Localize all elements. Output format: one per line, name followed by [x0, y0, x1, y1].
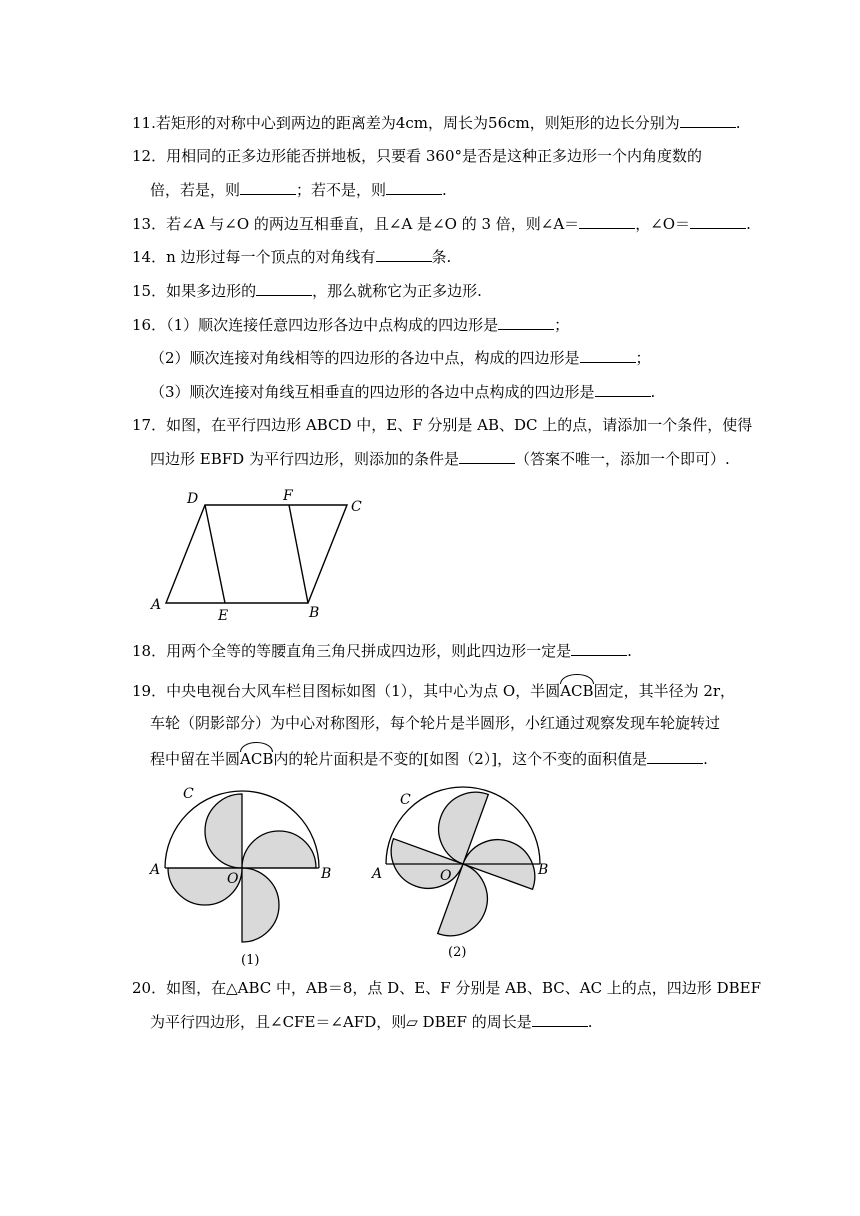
arc-acb-symbol: ACB	[560, 679, 593, 701]
label-a: A	[151, 597, 162, 613]
q15-text-a: 如果多边形的	[166, 282, 257, 300]
fig1-label-b: B	[321, 866, 332, 882]
q16-part1: （1）顺次连接任意四边形各边中点构成的四边形是	[166, 316, 499, 334]
q13-end: .	[746, 215, 751, 233]
label-c: C	[351, 499, 362, 515]
q11-number: 11.	[132, 114, 156, 132]
q16-part3: （3）顺次连接对角线互相垂直的四边形的各边中点构成的四边形是	[150, 383, 595, 401]
label-e: E	[218, 608, 229, 624]
question-16-part2	[150, 348, 651, 368]
q19-line1b: 固定，其半径为 2r，	[593, 682, 736, 700]
question-17	[132, 415, 752, 435]
q16-number: 16．	[132, 316, 167, 334]
blade-north	[205, 794, 242, 868]
label-f: F	[283, 488, 293, 504]
parallelogram-figure	[145, 485, 375, 625]
q16-part2: （2）顺次连接对角线相等的四边形的各边中点，构成的四边形是	[150, 349, 580, 367]
q19-line2: 车轮（阴影部分）为中心对称图形，每个轮片是半圆形，小红通过观察发现车轮旋转过	[150, 714, 721, 732]
q17-line1: 如图，在平行四边形 ABCD 中，E、F 分别是 AB、DC 上的点，请添加一个条件，使得	[166, 416, 753, 434]
q19-blank	[647, 749, 703, 764]
q16-blank-3	[595, 382, 651, 397]
q15-number: 15．	[132, 282, 167, 300]
question-16	[132, 315, 569, 335]
label-d: D	[187, 491, 199, 507]
q17-line2a: 四边形 EBFD 为平行四边形，则添加的条件是	[150, 450, 459, 468]
blade-east	[242, 831, 316, 868]
segment-fb	[289, 505, 308, 603]
q18-blank	[571, 641, 627, 656]
question-20	[132, 978, 761, 998]
q12-number: 12．	[132, 147, 167, 165]
q12-line1: 用相同的正多边形能否拼地板，只要看 360°是否是这种正多边形一个内角度数的	[166, 147, 702, 165]
q18-text: 用两个全等的等腰直角三角尺拼成四边形，则此四边形一定是	[166, 642, 572, 660]
q12-line2b: ；若不是，则	[296, 181, 387, 199]
q15-text-b: ，那么就称它为正多边形.	[312, 282, 482, 300]
parallelogram-abcd	[166, 505, 347, 603]
q20-number: 20．	[132, 979, 167, 997]
q17-blank	[459, 449, 515, 464]
q11-text: 若矩形的对称中心到两边的距离差为4cm，周长为56cm，则矩形的边长分别为	[155, 114, 680, 132]
q16-blank-2	[580, 348, 636, 363]
question-11	[132, 113, 741, 133]
q13-text-b: ，∠O＝	[635, 215, 691, 233]
question-20-line2	[150, 1012, 593, 1032]
question-12	[132, 146, 702, 166]
q16-part2-end: ；	[635, 349, 651, 367]
arc-acb-symbol-2: ACB	[240, 747, 273, 769]
question-17-line2	[150, 449, 730, 469]
segment-de	[205, 505, 225, 603]
fig1-label-o: O	[227, 871, 239, 887]
q19-end: .	[703, 750, 708, 768]
q19-line3a: 程中留在半圆	[150, 750, 241, 768]
label-b: B	[309, 605, 320, 621]
q14-blank	[376, 247, 432, 262]
windmill-figure-1	[145, 780, 345, 970]
q20-line1: 如图，在△ABC 中，AB＝8，点 D、E、F 分别是 AB、BC、AC 上的点，四边形 DBEF	[166, 979, 761, 997]
q13-text-a: 若∠A 与∠O 的两边互相垂直，且∠A 是∠O 的 3 倍，则∠A＝	[166, 215, 580, 233]
q19-line3b: 内的轮片面积是不变的[如图（2）]，这个不变的面积值是	[273, 750, 648, 768]
q13-blank-1	[579, 214, 635, 229]
fig1-label-a: A	[150, 862, 161, 878]
windmill-figure-2	[368, 780, 558, 970]
q12-line2a: 倍，若是，则	[150, 181, 241, 199]
q17-number: 17．	[132, 416, 167, 434]
question-15	[132, 281, 482, 301]
q14-text-b: 条.	[431, 248, 452, 266]
question-13	[132, 214, 751, 234]
question-19-line2	[150, 713, 720, 733]
q11-blank	[680, 113, 736, 128]
q12-blank-1	[240, 180, 296, 195]
fig1-label-c: C	[183, 786, 194, 802]
q16-blank-1	[498, 315, 554, 330]
q20-end: .	[587, 1013, 593, 1031]
question-19	[132, 679, 735, 701]
fig2-label-a: A	[372, 866, 383, 882]
q19-number: 19．	[132, 682, 167, 700]
q14-number: 14．	[132, 248, 167, 266]
fig2-label-c: C	[400, 792, 411, 808]
q11-end: .	[735, 114, 741, 132]
question-19-line3	[150, 747, 708, 769]
q19-line1a: 中央电视台大风车栏目图标如图（1），其中心为点 O，半圆	[166, 682, 561, 700]
q18-number: 18．	[132, 642, 167, 660]
question-16-part3	[150, 382, 655, 402]
question-12-line2	[150, 180, 447, 200]
fig2-caption: (2)	[448, 945, 467, 960]
question-18	[132, 641, 632, 661]
q20-blank	[532, 1012, 588, 1027]
q16-part1-end: ；	[554, 316, 570, 334]
blade-south	[242, 868, 279, 942]
q13-blank-2	[690, 214, 746, 229]
fig1-caption: (1)	[241, 953, 260, 968]
q12-end: .	[442, 181, 447, 199]
q18-end: .	[627, 642, 632, 660]
question-14	[132, 247, 451, 267]
q15-blank	[256, 281, 312, 296]
fig2-label-b: B	[538, 862, 549, 878]
q12-blank-2	[386, 180, 442, 195]
q20-line2a: 为平行四边形，且∠CFE＝∠AFD，则▱ DBEF 的周长是	[150, 1013, 532, 1031]
q14-text-a: n 边形过每一个顶点的对角线有	[166, 248, 376, 266]
fig2-label-o: O	[440, 868, 452, 884]
q16-part3-end: .	[650, 383, 656, 401]
q13-number: 13．	[132, 215, 167, 233]
q17-line2b: （答案不唯一，添加一个即可）.	[514, 450, 730, 468]
